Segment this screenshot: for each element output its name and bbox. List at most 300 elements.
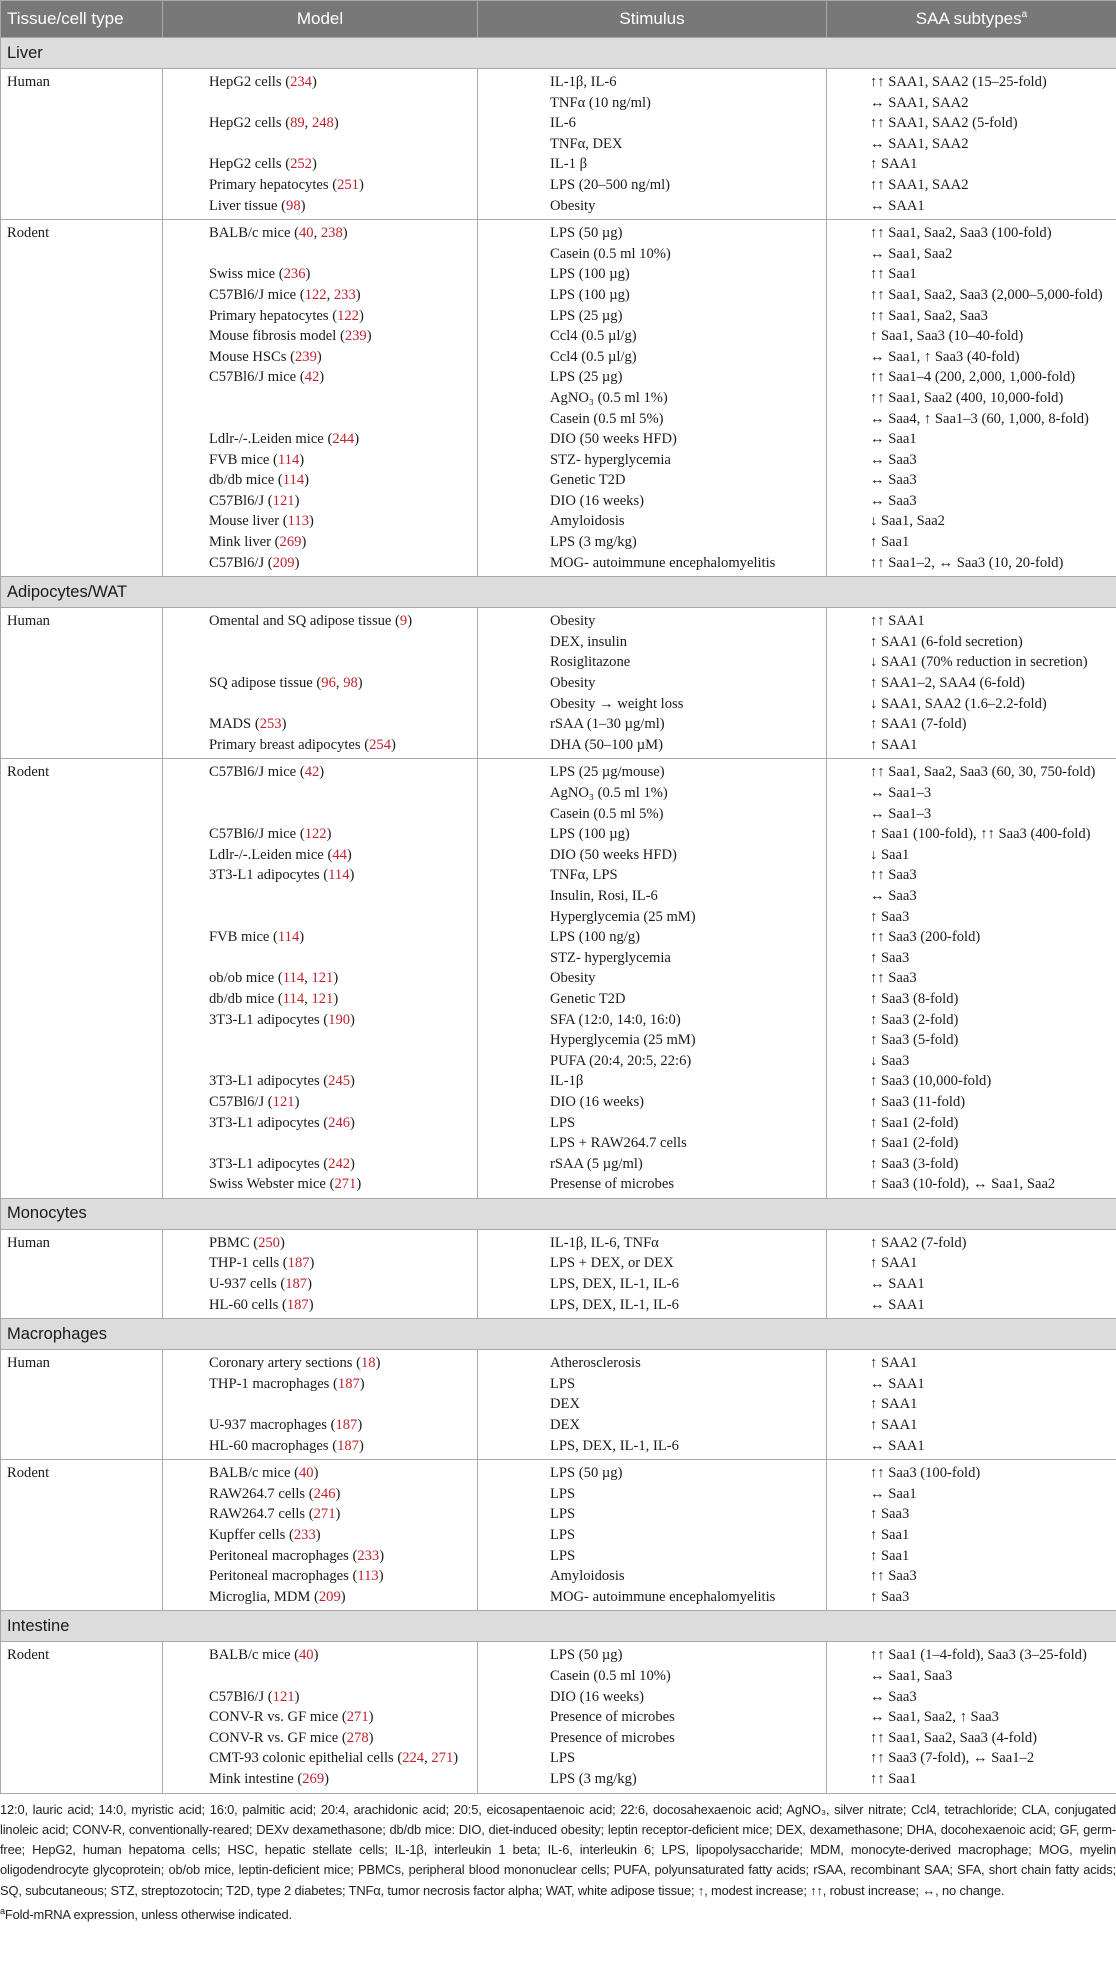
header-saa [827,1,1116,38]
model-name: RAW264.7 cells [209,1506,306,1523]
section-row [1,1198,1116,1229]
saa-subtypes-cell: ↑↑ SAA1, SAA2 (15–25-fold) [827,69,1116,93]
stimulus-cell: DIO (16 weeks) [478,1687,827,1708]
saa-subtypes-cell: ↓ SAA1 (70% reduction in secretion) [827,652,1116,673]
saa-subtypes-cell: ↔ SAA1 [827,1436,1116,1460]
model-cell: HepG2 cells (89, 248) [163,113,478,134]
saa-subtypes-cell: ↑ Saa1 (2-fold) [827,1113,1116,1134]
reference-link[interactable]: 114 [282,990,305,1007]
reference-link[interactable]: 187 [287,1255,310,1272]
model-cell: C57Bl6/J (121) [163,1687,478,1708]
model-cell: Primary breast adipocytes (254) [163,735,478,759]
model-cell: 3T3-L1 adipocytes (246) [163,1113,478,1134]
section-intestine [1,1611,1116,1642]
table-row [1,1295,1116,1319]
model-name: SQ adipose tissue [209,675,313,692]
reference-link[interactable]: 40 [298,1465,314,1482]
table-row [1,244,1116,265]
saa-subtypes-cell: ↑ SAA1 [827,1394,1116,1415]
reference-link[interactable]: 250 [258,1234,280,1251]
group-rodent [1,1642,1116,1793]
reference-link[interactable]: 114 [277,929,300,946]
reference-link[interactable]: 18 [360,1355,376,1372]
stimulus-cell: LPS [478,1374,827,1395]
saa-subtypes-cell: ↑ Saa3 (10-fold), ↔ Saa1, Saa2 [827,1174,1116,1198]
reference-link[interactable]: 253 [259,716,282,733]
model-cell: ob/ob mice (114, 121) [163,968,478,989]
table-row [1,824,1116,845]
table-row [1,735,1116,759]
table-row [1,652,1116,673]
fold-note [0,1901,1116,1925]
section-liver [1,38,1116,69]
group-rodent [1,759,1116,1198]
reference-link[interactable]: 238 [320,225,343,242]
stimulus-cell: Amyloidosis [478,511,827,532]
reference-link[interactable]: 89 [290,115,305,132]
reference-link[interactable]: 98 [343,675,358,692]
table-row [1,326,1116,347]
stimulus-cell: PUFA (20:4, 20:5, 22:6) [478,1051,827,1072]
model-cell: 3T3-L1 adipocytes (114) [163,865,478,886]
reference-link[interactable]: 187 [285,1276,308,1293]
table-row [1,673,1116,694]
reference-link[interactable]: 242 [328,1155,351,1172]
reference-link[interactable]: 114 [282,472,305,489]
stimulus-cell: AgNO₃ (0.5 ml 1%) [478,388,827,409]
stimulus-cell: LPS (50 µg) [478,1460,827,1484]
model-cell: Ldlr-/-.Leiden mice (44) [163,845,478,866]
saa-subtypes-cell: ↔ Saa3 [827,1687,1116,1708]
stimulus-cell: LPS [478,1113,827,1134]
table-row [1,927,1116,948]
table-row [1,470,1116,491]
section-adipocytes-wat [1,577,1116,608]
section-macrophages [1,1319,1116,1350]
stimulus-cell: TNFα, LPS [478,865,827,886]
table-row [1,1587,1116,1611]
stimulus-cell: Obesity [478,968,827,989]
saa-subtypes-cell: ↑ Saa1 (100-fold), ↑↑ Saa3 (400-fold) [827,824,1116,845]
model-cell: Coronary artery sections (18) [163,1350,478,1374]
table-row [1,632,1116,653]
reference-link[interactable]: 244 [332,431,355,448]
reference-link[interactable]: 246 [313,1485,336,1502]
saa-subtypes-cell: ↔ SAA1 [827,196,1116,220]
reference-link[interactable]: 271 [431,1750,454,1767]
reference-link[interactable]: 40 [298,1647,314,1664]
stimulus-cell: DIO (50 weeks HFD) [478,845,827,866]
stimulus-cell: IL-6 [478,113,827,134]
stimulus-cell: Obesity [478,196,827,220]
saa-subtypes-cell: ↑ Saa1 [827,1546,1116,1567]
reference-link[interactable]: 187 [335,1417,358,1434]
reference-link[interactable]: 254 [369,736,391,753]
reference-link[interactable]: 278 [346,1729,369,1746]
table-row [1,865,1116,886]
table-row [1,1436,1116,1460]
stimulus-cell: LPS (25 µg/mouse) [478,759,827,783]
model-name: db/db mice [209,472,275,489]
reference-link[interactable]: 252 [290,156,312,173]
reference-link[interactable]: 114 [277,451,300,468]
reference-link[interactable]: 190 [328,1011,351,1028]
model-name: Mouse HSCs [209,348,287,365]
stimulus-cell: Presence of microbes [478,1728,827,1749]
table-row [1,264,1116,285]
reference-link[interactable]: 121 [272,1093,295,1110]
reference-link[interactable]: 121 [272,1688,295,1705]
saa-subtypes-cell: ↑ Saa1 [827,1525,1116,1546]
model-cell [163,93,478,114]
stimulus-cell: DEX [478,1394,827,1415]
stimulus-cell: IL-1 β [478,154,827,175]
saa-subtypes-cell: ↔ Saa1, Saa2 [827,244,1116,265]
table-row [1,1092,1116,1113]
table-row [1,1415,1116,1436]
saa-subtypes-cell: ↑↑ Saa1, Saa2, Saa3 (60, 30, 750-fold) [827,759,1116,783]
section-row [1,38,1116,69]
saa-subtypes-cell: ↑ Saa3 (10,000-fold) [827,1071,1116,1092]
stimulus-cell: Presense of microbes [478,1174,827,1198]
reference-link[interactable]: 209 [272,554,295,571]
table-row [1,93,1116,114]
reference-link[interactable]: 121 [311,970,334,987]
reference-link[interactable]: 269 [302,1770,325,1787]
model-cell: SQ adipose tissue (96, 98) [163,673,478,694]
table-row [1,694,1116,715]
model-cell: Mouse fibrosis model (239) [163,326,478,347]
reference-link[interactable]: 114 [328,867,350,884]
reference-link[interactable]: 236 [283,266,306,283]
table-row [1,1566,1116,1587]
model-cell [163,1133,478,1154]
table-row [1,1484,1116,1505]
reference-link[interactable]: 251 [337,176,359,193]
saa-subtypes-cell: ↔ SAA1 [827,1295,1116,1319]
saa-subtypes-cell: ↑↑ Saa3 (7-fold), ↔ Saa1–2 [827,1748,1116,1769]
stimulus-cell: IL-1β, IL-6 [478,69,827,93]
stimulus-cell: LPS, DEX, IL-1, IL-6 [478,1295,827,1319]
table-row [1,714,1116,735]
reference-link[interactable]: 234 [290,74,312,90]
model-cell: Mouse HSCs (239) [163,347,478,368]
saa-subtypes-cell: ↑ SAA1 [827,154,1116,175]
model-cell: C57Bl6/J mice (42) [163,759,478,783]
model-cell [163,652,478,673]
model-name: Microglia, MDM [209,1588,311,1605]
model-name: U-937 cells [209,1276,277,1293]
reference-link[interactable]: 187 [286,1296,309,1313]
model-cell: C57Bl6/J (209) [163,553,478,577]
species-cell: Human [1,1229,163,1318]
saa-subtypes-cell: ↑↑ Saa3 [827,1566,1116,1587]
saa-subtypes-cell: ↑ Saa3 (2-fold) [827,1010,1116,1031]
model-name: CONV-R vs. GF mice [209,1709,339,1726]
stimulus-cell: DEX [478,1415,827,1436]
saa-subtypes-cell: ↑↑ SAA1 [827,608,1116,632]
species-cell: Human [1,1350,163,1460]
saa-subtypes-cell: ↑ Saa3 [827,1504,1116,1525]
model-name: HepG2 cells [209,156,282,173]
saa-subtypes-cell: ↑ SAA1 [827,1350,1116,1374]
reference-link[interactable]: 239 [344,328,367,345]
reference-link[interactable]: 122 [337,307,359,324]
model-name: Mink intestine [209,1770,294,1787]
model-cell: HepG2 cells (252) [163,154,478,175]
reference-link[interactable]: 233 [357,1547,380,1564]
reference-link[interactable]: 271 [313,1506,336,1523]
reference-link[interactable]: 248 [311,115,334,132]
model-name: HepG2 cells [209,115,282,132]
model-name: C57Bl6/J mice [209,286,297,303]
model-name: THP-1 macrophages [209,1375,330,1392]
table-row [1,1133,1116,1154]
reference-link[interactable]: 271 [334,1176,357,1193]
table-row [1,1071,1116,1092]
model-name: C57Bl6/J mice [209,826,297,843]
footnote-marker: a [1021,9,1028,20]
saa-subtypes-cell: ↑ Saa1, Saa3 (10–40-fold) [827,326,1116,347]
table-row [1,306,1116,327]
model-cell: HL-60 macrophages (187) [163,1436,478,1460]
model-cell: Omental and SQ adipose tissue (9) [163,608,478,632]
stimulus-cell: Casein (0.5 ml 10%) [478,244,827,265]
stimulus-cell: MOG- autoimmune encephalomyelitis [478,1587,827,1611]
model-name: 3T3-L1 adipocytes [209,1155,320,1172]
reference-link[interactable]: 239 [294,348,317,365]
table-row [1,1546,1116,1567]
reference-link[interactable]: 121 [272,492,295,509]
saa-subtypes-cell: ↑ SAA2 (7-fold) [827,1229,1116,1253]
fold-note-marker: a [0,1906,5,1917]
table-row [1,989,1116,1010]
model-name: Primary hepatocytes [209,307,329,324]
saa-subtypes-cell: ↑↑ Saa1 [827,1769,1116,1793]
reference-link[interactable]: 113 [287,513,309,530]
model-name: 3T3-L1 adipocytes [209,1114,320,1131]
stimulus-cell: Genetic T2D [478,989,827,1010]
group-rodent [1,220,1116,577]
model-name: Liver tissue [209,197,278,214]
reference-link[interactable]: 98 [286,197,301,214]
reference-link[interactable]: 269 [279,534,302,551]
reference-link[interactable]: 121 [311,990,334,1007]
reference-link[interactable]: 42 [304,764,320,781]
saa-subtypes-cell: ↑↑ SAA1, SAA2 [827,175,1116,196]
model-cell: Swiss mice (236) [163,264,478,285]
reference-link[interactable]: 40 [298,225,314,242]
saa-subtypes-cell: ↑ SAA1 [827,1415,1116,1436]
reference-link[interactable]: 233 [293,1527,316,1543]
table-row [1,1350,1116,1374]
species-cell: Rodent [1,1642,163,1793]
reference-link[interactable]: 114 [282,970,305,987]
reference-link[interactable]: 187 [337,1375,360,1392]
model-name: Swiss Webster mice [209,1176,326,1193]
table-row [1,1051,1116,1072]
model-cell: BALB/c mice (40, 238) [163,220,478,244]
model-cell: db/db mice (114) [163,470,478,491]
reference-link[interactable]: 187 [337,1437,359,1454]
reference-link[interactable]: 271 [346,1709,369,1726]
group-human [1,69,1116,220]
header-saa-label: SAA subtypes [915,9,1022,28]
reference-link[interactable]: 246 [328,1114,351,1131]
reference-link[interactable]: 209 [318,1588,341,1605]
model-cell: FVB mice (114) [163,927,478,948]
model-cell: Liver tissue (98) [163,196,478,220]
table-row [1,1728,1116,1749]
stimulus-cell: rSAA (5 µg/ml) [478,1154,827,1175]
model-name: Mouse liver [209,513,280,530]
table-row [1,220,1116,244]
model-cell [163,244,478,265]
model-name: Omental and SQ adipose tissue [209,613,392,630]
model-cell [163,1666,478,1687]
saa-subtypes-cell: ↑ SAA1 [827,735,1116,759]
section-row [1,1611,1116,1642]
stimulus-cell: DIO (50 weeks HFD) [478,429,827,450]
model-cell: MADS (253) [163,714,478,735]
reference-link[interactable]: 122 [304,286,327,303]
table-row [1,429,1116,450]
reference-link[interactable]: 96 [321,675,336,692]
model-cell: Mink intestine (269) [163,1769,478,1793]
stimulus-cell: Casein (0.5 ml 5%) [478,804,827,825]
stimulus-cell: DIO (16 weeks) [478,491,827,512]
stimulus-cell: LPS, DEX, IL-1, IL-6 [478,1274,827,1295]
species-cell: Human [1,608,163,759]
fold-note-text: Fold-mRNA expression, unless otherwise indicated. [4,1907,292,1923]
reference-link[interactable]: 113 [357,1568,379,1585]
stimulus-cell: Presence of microbes [478,1707,827,1728]
species-cell: Rodent [1,1460,163,1611]
model-name: U-937 macrophages [209,1417,327,1434]
model-cell: Mink liver (269) [163,532,478,553]
saa-subtypes-cell: ↑↑ Saa1, Saa2, Saa3 (100-fold) [827,220,1116,244]
reference-link[interactable]: 9 [399,613,408,630]
model-name: db/db mice [209,990,275,1007]
model-cell: Primary hepatocytes (251) [163,175,478,196]
model-cell [163,907,478,928]
saa-subtypes-cell: ↓ Saa1, Saa2 [827,511,1116,532]
model-cell: FVB mice (114) [163,450,478,471]
model-name: BALB/c mice [209,1647,291,1664]
stimulus-cell: LPS (50 µg) [478,1642,827,1666]
table-row [1,1687,1116,1708]
reference-link[interactable]: 233 [333,286,356,303]
model-name: FVB mice [209,929,270,946]
stimulus-cell: Casein (0.5 ml 10%) [478,1666,827,1687]
model-cell: C57Bl6/J mice (122, 233) [163,285,478,306]
model-name: Peritoneal macrophages [209,1568,349,1585]
stimulus-cell: LPS [478,1504,827,1525]
table-row [1,113,1116,134]
model-name: C57Bl6/J mice [209,369,297,386]
table-row [1,1113,1116,1134]
table-row [1,886,1116,907]
model-name: Coronary artery sections [209,1355,353,1372]
saa-subtypes-cell: ↑↑ SAA1, SAA2 (5-fold) [827,113,1116,134]
model-name: HL-60 cells [209,1296,279,1313]
table-row [1,1374,1116,1395]
saa-subtypes-cell: ↑↑ Saa1, Saa2, Saa3 (2,000–5,000-fold) [827,285,1116,306]
model-cell: 3T3-L1 adipocytes (245) [163,1071,478,1092]
model-name: HepG2 cells [209,74,282,90]
model-name: C57Bl6/J [209,1688,265,1705]
model-name: C57Bl6/J [209,554,265,571]
model-name: Ldlr-/-.Leiden mice [209,846,324,863]
reference-link[interactable]: 42 [304,369,320,386]
model-name: 3T3-L1 adipocytes [209,1073,320,1090]
section-title: Liver [1,38,1116,69]
table-row [1,804,1116,825]
group-human [1,608,1116,759]
stimulus-cell: Insulin, Rosi, IL-6 [478,886,827,907]
table-row [1,69,1116,93]
stimulus-cell: LPS [478,1748,827,1769]
table-row [1,491,1116,512]
stimulus-cell: IL-1β, IL-6, TNFα [478,1229,827,1253]
model-cell [163,134,478,155]
saa-subtypes-cell: ↔ Saa1, ↑ Saa3 (40-fold) [827,347,1116,368]
table-row [1,1174,1116,1198]
reference-link[interactable]: 245 [328,1073,351,1090]
stimulus-cell: TNFα, DEX [478,134,827,155]
model-cell: BALB/c mice (40) [163,1642,478,1666]
saa-subtypes-cell: ↔ SAA1 [827,1374,1116,1395]
stimulus-cell: Obesity [478,673,827,694]
reference-link[interactable]: 122 [304,826,327,843]
stimulus-cell: LPS [478,1484,827,1505]
model-name: C57Bl6/J mice [209,764,297,781]
model-name: RAW264.7 cells [209,1485,306,1502]
stimulus-cell: LPS (25 µg) [478,367,827,388]
table-row [1,1253,1116,1274]
model-cell [163,783,478,804]
stimulus-cell: Hyperglycemia (25 mM) [478,1030,827,1051]
model-cell [163,1030,478,1051]
model-name: 3T3-L1 adipocytes [209,1011,320,1028]
stimulus-cell: LPS (25 µg) [478,306,827,327]
stimulus-cell: SFA (12:0, 14:0, 16:0) [478,1010,827,1031]
stimulus-cell: Amyloidosis [478,1566,827,1587]
saa-subtypes-cell: ↑↑ Saa1, Saa2, Saa3 (4-fold) [827,1728,1116,1749]
saa-subtypes-cell: ↔ Saa3 [827,470,1116,491]
saa-subtypes-cell: ↑ Saa3 (5-fold) [827,1030,1116,1051]
reference-link[interactable]: 44 [332,846,347,863]
table-row [1,1010,1116,1031]
model-name: C57Bl6/J [209,1093,265,1110]
table-row [1,948,1116,969]
table-header [1,1,1116,38]
section-title: Monocytes [1,1198,1116,1229]
section-title: Macrophages [1,1319,1116,1350]
model-cell: PBMC (250) [163,1229,478,1253]
saa-subtypes-cell: ↑↑ Saa1, Saa2 (400, 10,000-fold) [827,388,1116,409]
species-cell: Rodent [1,220,163,577]
table-row [1,1394,1116,1415]
table-row [1,154,1116,175]
stimulus-cell: DEX, insulin [478,632,827,653]
saa-subtypes-cell: ↑↑ Saa1–4 (200, 2,000, 1,000-fold) [827,367,1116,388]
table-row [1,532,1116,553]
saa-subtypes-cell: ↑ Saa3 [827,1587,1116,1611]
table-row [1,511,1116,532]
reference-link[interactable]: 224 [402,1750,425,1767]
stimulus-cell: STZ- hyperglycemia [478,948,827,969]
